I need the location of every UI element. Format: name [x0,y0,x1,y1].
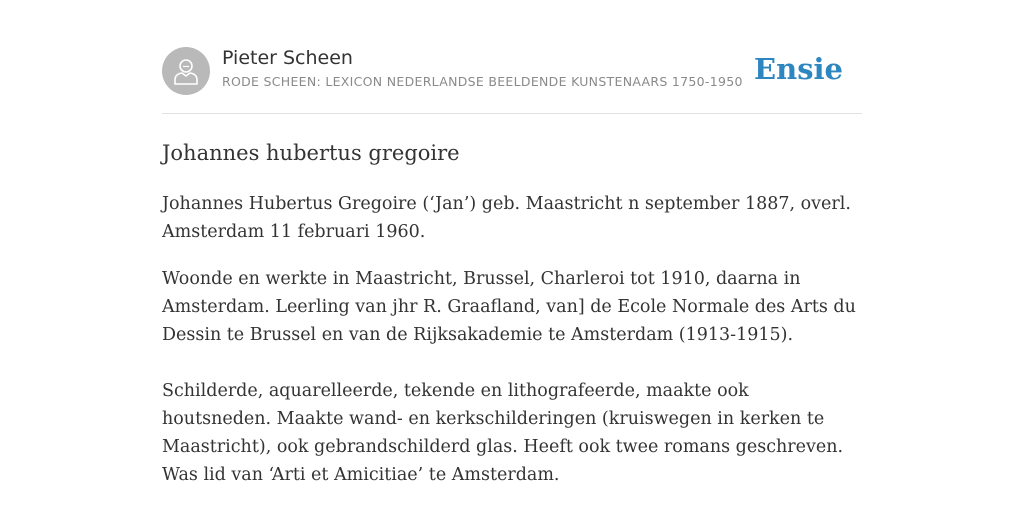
article-header [162,46,862,96]
avatar[interactable] [162,47,210,95]
author-name[interactable]: Pieter Scheen [222,47,353,69]
source-name[interactable]: RODE SCHEEN: LEXICON NEDERLANDSE BEELDENDE KUNSTENAARS 1750-1950 [222,74,743,89]
header-divider [162,113,862,114]
article-title: Johannes hubertus gregoire [162,141,460,165]
article-paragraph-1: Johannes Hubertus Gregoire (‘Jan’) geb. Maastricht n september 1887, overl. Amsterdam 11 februari 1960. [162,194,851,242]
article-paragraph-2: Woonde en werkte in Maastricht, Brussel, Charleroi tot 1910, daarna in Amsterdam. Leerling van jhr R. Graafland, van] de Ecole Normale des Arts du Dessin te Brussel en van de Rijksakademie te Amsterdam (1913-1915). [162,269,856,345]
user-icon [173,57,199,85]
article-paragraph-3: Schilderde, aquarelleerde, tekende en lithografeerde, maakte ook houtsneden. Maakte wand- en kerkschilderingen (kruiswegen in kerken te Maastricht), ook gebrandschilderd glas. Heeft ook twee romans geschreven. Was lid van ‘Arti et Amicitiae’ te Amsterdam. [162,381,844,485]
brand-logo[interactable]: Ensie [754,52,843,86]
